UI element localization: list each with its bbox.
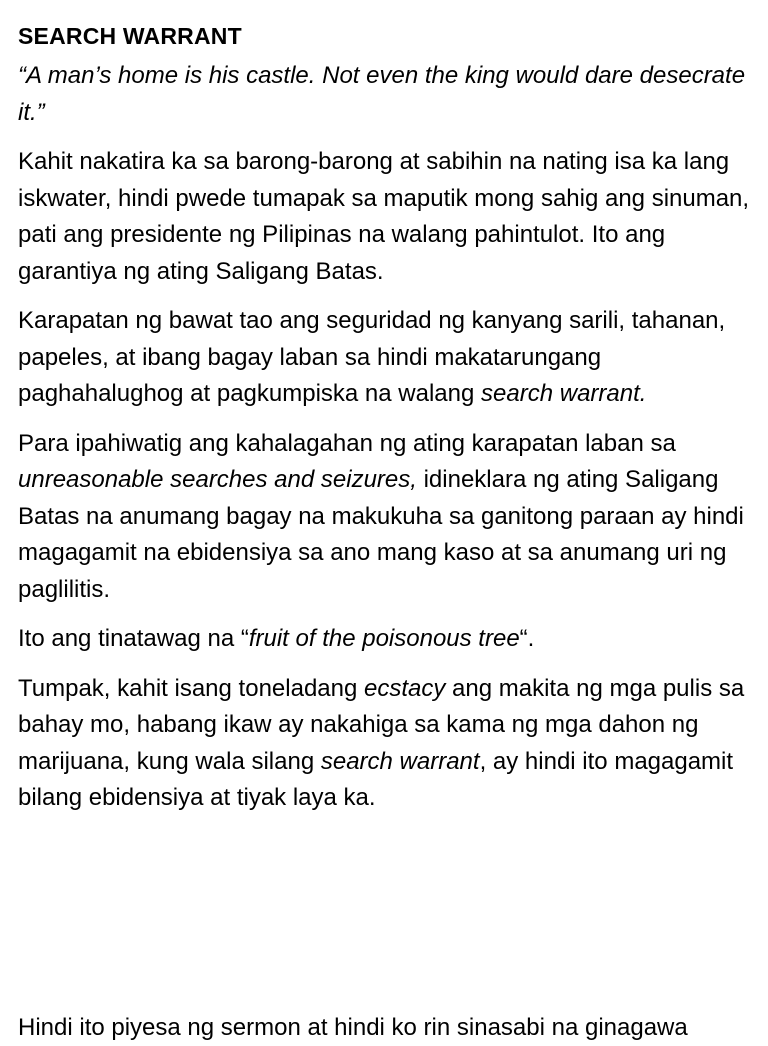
paragraph-2-italic: search warrant. <box>481 380 647 407</box>
paragraph-4-text-a: Ito ang tinatawag na “ <box>18 625 249 652</box>
paragraph-5 <box>18 671 753 817</box>
paragraph-5-text-c: , ay hindi ito magagamit bilang ebidensiya at tiyak laya ka. <box>18 747 734 811</box>
epigraph-quote: “A man’s home is his castle. Not even the king would dare desecrate it.” <box>18 62 746 126</box>
paragraph-5-text-b: ang makita ng mga pulis sa bahay mo, habang ikaw ay nakahiga sa kama ng mga dahon ng marijuana, kung wala silang <box>18 674 745 775</box>
paragraph-3 <box>18 426 753 609</box>
paragraph-2-text: Karapatan ng bawat tao ang seguridad ng kanyang sarili, tahanan, papeles, at ibang bagay laban sa hindi makatarungang paghahalughog at pagkumpiska na walang <box>18 307 726 407</box>
paragraph-3-text-a: Para ipahiwatig ang kahalagahan ng ating karapatan laban sa <box>18 429 676 457</box>
paragraph-3-italic: unreasonable searches and seizures, <box>18 466 417 493</box>
paragraph-2 <box>18 303 753 413</box>
paragraph-4 <box>18 621 753 658</box>
paragraph-5-text-a: Tumpak, kahit isang toneladang <box>18 674 364 702</box>
paragraph-4-text-b: “. <box>519 625 535 652</box>
paragraph-5-italic-2: search warrant <box>320 747 480 775</box>
paragraph-5-italic-1: ecstacy <box>364 674 446 702</box>
paragraph-1: Kahit nakatira ka sa barong-barong at sabihin na nating isa ka lang iskwater, hindi pwede tumapak sa maputik mong sahig ang sinuman, pati ang presidente ng Pilipinas na walang pahintulot. Ito ang garantiya ng ating Saligang Batas. <box>18 148 750 285</box>
paragraph-4-italic: fruit of the poisonous tree <box>248 625 520 652</box>
document-title: SEARCH WARRANT <box>18 23 242 49</box>
cutoff-text-line: Hindi ito piyesa ng sermon at hindi ko rin sinasabi na ginagawa <box>18 1014 688 1041</box>
document-page <box>18 18 753 830</box>
paragraph-3-text-b: idineklara ng ating Saligang Batas na anumang bagay na makukuha sa ganitong paraan ay hindi magagamit na ebidensiya sa ano mang kaso at sa anumang uri ng paglilitis. <box>18 466 744 603</box>
